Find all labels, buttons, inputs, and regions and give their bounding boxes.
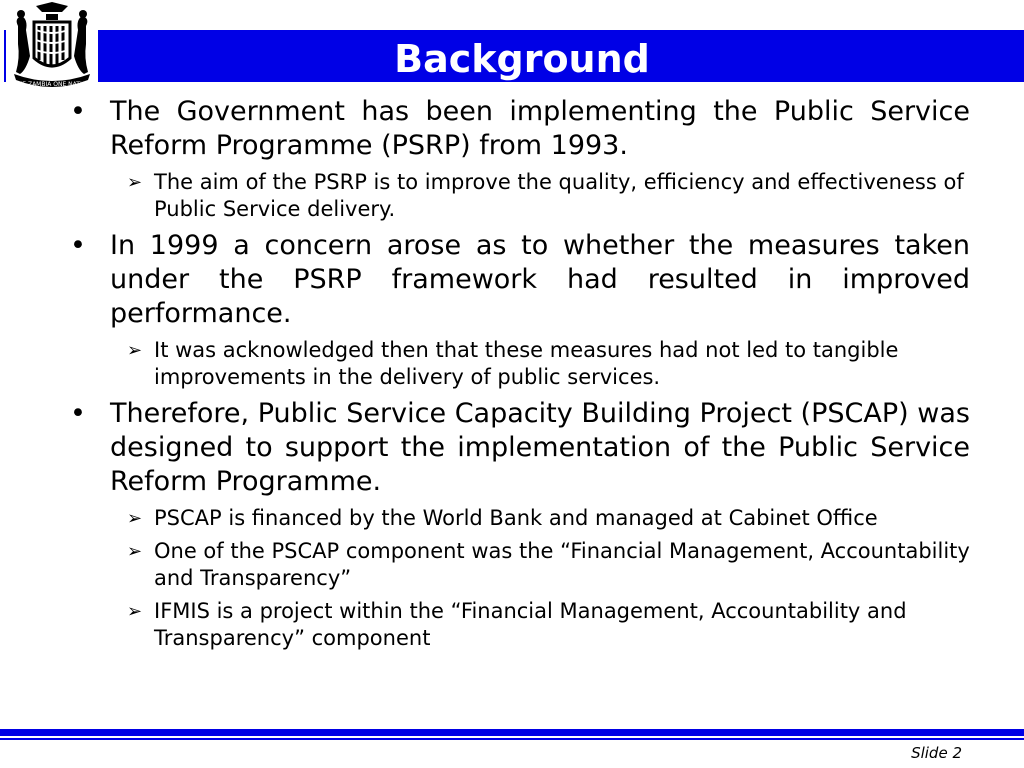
sub-bullet-marker: ➢	[127, 541, 143, 562]
bullet-item	[70, 229, 970, 331]
bullet-marker: •	[70, 230, 86, 261]
sub-bullet-marker: ➢	[127, 601, 143, 622]
footer-rule-thin	[0, 738, 1024, 740]
svg-text:ONE ZAMBIA ONE NATION: ONE ZAMBIA ONE NATION	[13, 81, 91, 88]
sub-bullet-marker: ➢	[127, 172, 143, 193]
sub-bullet-marker: ➢	[127, 508, 143, 529]
slide-number: Slide 2	[911, 744, 962, 762]
bullet-item	[70, 397, 970, 499]
bullet-item	[70, 95, 970, 163]
sub-bullet-text: It was acknowledged then that these measures had not led to tangible improvements in the delivery of public services.	[154, 338, 899, 389]
sub-bullet-text: One of the PSCAP component was the “Financial Management, Accountability and Transparency”	[154, 539, 970, 590]
bullet-marker: •	[70, 96, 86, 127]
footer-rule	[0, 729, 1024, 736]
sub-bullet-item	[70, 169, 970, 223]
sub-bullet-item	[70, 538, 970, 592]
bullet-text: In 1999 a concern arose as to whether the measures taken under the PSRP framework had resulted in improved performance.	[110, 230, 970, 329]
slide-body	[70, 95, 970, 658]
sub-bullet-text: The aim of the PSRP is to improve the quality, efficiency and effectiveness of Public Service delivery.	[154, 170, 964, 221]
sub-bullet-item	[70, 598, 970, 652]
bullet-marker: •	[70, 398, 86, 429]
sub-bullet-text: PSCAP is financed by the World Bank and managed at Cabinet Office	[154, 506, 878, 530]
sub-bullet-text: IFMIS is a project within the “Financial Management, Accountability and Transparency” component	[154, 599, 907, 650]
sub-bullet-marker: ➢	[127, 340, 143, 361]
slide-title: Background	[394, 37, 650, 81]
sub-bullet-item	[70, 505, 970, 532]
bullet-text: The Government has been implementing the Public Service Reform Programme (PSRP) from 1993.	[110, 96, 970, 161]
sub-bullet-item	[70, 337, 970, 391]
bullet-text: Therefore, Public Service Capacity Building Project (PSCAP) was designed to support the implementation of the Public Service Reform Programme.	[110, 398, 970, 497]
